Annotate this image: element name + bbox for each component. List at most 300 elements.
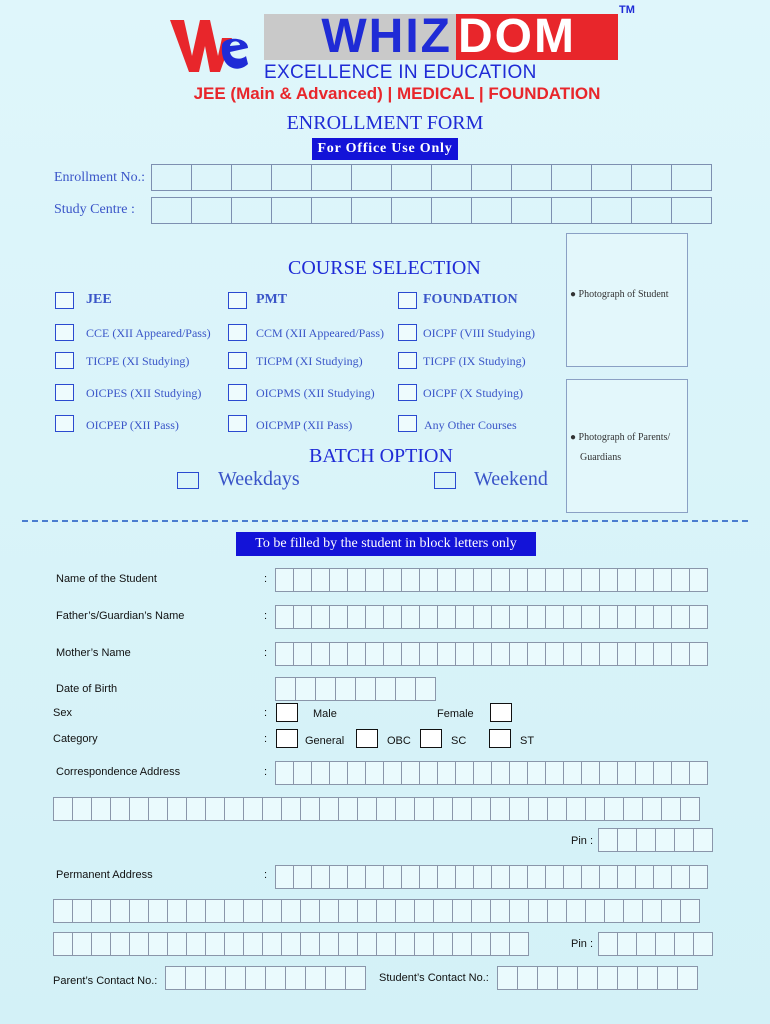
char-box[interactable]: [53, 932, 73, 956]
char-box[interactable]: [471, 164, 512, 191]
char-box[interactable]: [631, 197, 672, 224]
char-box[interactable]: [311, 197, 352, 224]
char-box[interactable]: [566, 797, 586, 821]
char-box[interactable]: [383, 642, 402, 666]
char-box[interactable]: [347, 568, 366, 592]
char-box[interactable]: [437, 605, 456, 629]
char-box[interactable]: [329, 761, 348, 785]
char-box[interactable]: [455, 605, 474, 629]
char-box[interactable]: [623, 797, 643, 821]
char-box[interactable]: [689, 605, 708, 629]
char-box[interactable]: [547, 899, 567, 923]
char-box[interactable]: [671, 605, 690, 629]
char-box[interactable]: [527, 568, 546, 592]
char-box[interactable]: [617, 966, 638, 990]
char-box[interactable]: [437, 568, 456, 592]
char-box[interactable]: [414, 797, 434, 821]
char-box[interactable]: [205, 966, 226, 990]
char-box[interactable]: [537, 966, 558, 990]
char-box[interactable]: [655, 932, 675, 956]
oicpms-checkbox[interactable]: [228, 384, 247, 401]
char-box[interactable]: [581, 605, 600, 629]
char-box[interactable]: [473, 761, 492, 785]
char-box[interactable]: [205, 932, 225, 956]
char-box[interactable]: [585, 899, 605, 923]
char-box[interactable]: [375, 677, 396, 701]
char-box[interactable]: [547, 797, 567, 821]
char-box[interactable]: [511, 197, 552, 224]
char-box[interactable]: [401, 568, 420, 592]
char-box[interactable]: [243, 899, 263, 923]
student-name-field[interactable]: [276, 568, 708, 592]
char-box[interactable]: [563, 865, 582, 889]
char-box[interactable]: [395, 932, 415, 956]
char-box[interactable]: [347, 865, 366, 889]
char-box[interactable]: [653, 865, 672, 889]
char-box[interactable]: [376, 797, 396, 821]
foundation-checkbox[interactable]: [398, 292, 417, 309]
char-box[interactable]: [186, 932, 206, 956]
char-box[interactable]: [265, 966, 286, 990]
char-box[interactable]: [293, 568, 312, 592]
char-box[interactable]: [300, 899, 320, 923]
char-box[interactable]: [338, 899, 358, 923]
char-box[interactable]: [491, 605, 510, 629]
char-box[interactable]: [300, 932, 320, 956]
char-box[interactable]: [599, 642, 618, 666]
char-box[interactable]: [545, 605, 564, 629]
oicpep-checkbox[interactable]: [55, 415, 74, 432]
char-box[interactable]: [509, 761, 528, 785]
char-box[interactable]: [433, 899, 453, 923]
char-box[interactable]: [433, 932, 453, 956]
char-box[interactable]: [347, 642, 366, 666]
student-contact-field[interactable]: [498, 966, 698, 990]
char-box[interactable]: [671, 568, 690, 592]
char-box[interactable]: [693, 932, 713, 956]
char-box[interactable]: [419, 865, 438, 889]
char-box[interactable]: [285, 966, 306, 990]
other-courses-checkbox[interactable]: [398, 415, 417, 432]
char-box[interactable]: [395, 797, 415, 821]
char-box[interactable]: [401, 605, 420, 629]
parent-contact-field[interactable]: [166, 966, 366, 990]
char-box[interactable]: [671, 164, 712, 191]
char-box[interactable]: [311, 642, 330, 666]
char-box[interactable]: [365, 568, 384, 592]
char-box[interactable]: [53, 899, 73, 923]
char-box[interactable]: [617, 568, 636, 592]
char-box[interactable]: [376, 932, 396, 956]
st-checkbox[interactable]: [489, 729, 511, 748]
char-box[interactable]: [185, 966, 206, 990]
char-box[interactable]: [110, 899, 130, 923]
father-name-field[interactable]: [276, 605, 708, 629]
char-box[interactable]: [401, 761, 420, 785]
char-box[interactable]: [509, 932, 529, 956]
char-box[interactable]: [471, 899, 491, 923]
char-box[interactable]: [345, 966, 366, 990]
char-box[interactable]: [671, 761, 690, 785]
char-box[interactable]: [680, 797, 700, 821]
char-box[interactable]: [335, 677, 356, 701]
char-box[interactable]: [623, 899, 643, 923]
char-box[interactable]: [581, 642, 600, 666]
sc-checkbox[interactable]: [420, 729, 442, 748]
weekend-checkbox[interactable]: [434, 472, 456, 489]
char-box[interactable]: [414, 932, 434, 956]
char-box[interactable]: [311, 568, 330, 592]
char-box[interactable]: [637, 966, 658, 990]
char-box[interactable]: [338, 797, 358, 821]
char-box[interactable]: [383, 865, 402, 889]
char-box[interactable]: [53, 797, 73, 821]
char-box[interactable]: [186, 899, 206, 923]
obc-checkbox[interactable]: [356, 729, 378, 748]
char-box[interactable]: [315, 677, 336, 701]
char-box[interactable]: [275, 642, 294, 666]
char-box[interactable]: [391, 197, 432, 224]
char-box[interactable]: [566, 899, 586, 923]
char-box[interactable]: [167, 932, 187, 956]
char-box[interactable]: [689, 865, 708, 889]
char-box[interactable]: [262, 797, 282, 821]
char-box[interactable]: [293, 642, 312, 666]
char-box[interactable]: [655, 828, 675, 852]
char-box[interactable]: [671, 642, 690, 666]
char-box[interactable]: [545, 568, 564, 592]
correspondence-address-line1[interactable]: [276, 761, 708, 785]
char-box[interactable]: [577, 966, 598, 990]
female-checkbox[interactable]: [490, 703, 512, 722]
char-box[interactable]: [319, 899, 339, 923]
dob-field[interactable]: [276, 677, 436, 701]
char-box[interactable]: [617, 642, 636, 666]
char-box[interactable]: [295, 677, 316, 701]
char-box[interactable]: [617, 932, 637, 956]
char-box[interactable]: [311, 605, 330, 629]
char-box[interactable]: [689, 642, 708, 666]
char-box[interactable]: [231, 164, 272, 191]
char-box[interactable]: [473, 642, 492, 666]
weekdays-checkbox[interactable]: [177, 472, 199, 489]
char-box[interactable]: [383, 761, 402, 785]
char-box[interactable]: [597, 966, 618, 990]
char-box[interactable]: [300, 797, 320, 821]
char-box[interactable]: [151, 164, 192, 191]
char-box[interactable]: [527, 605, 546, 629]
pmt-checkbox[interactable]: [228, 292, 247, 309]
char-box[interactable]: [365, 605, 384, 629]
char-box[interactable]: [551, 164, 592, 191]
char-box[interactable]: [433, 797, 453, 821]
char-box[interactable]: [563, 568, 582, 592]
char-box[interactable]: [581, 761, 600, 785]
char-box[interactable]: [617, 865, 636, 889]
char-box[interactable]: [491, 761, 510, 785]
char-box[interactable]: [509, 568, 528, 592]
char-box[interactable]: [653, 605, 672, 629]
char-box[interactable]: [205, 899, 225, 923]
cce-checkbox[interactable]: [55, 324, 74, 341]
char-box[interactable]: [657, 966, 678, 990]
char-box[interactable]: [471, 197, 512, 224]
parent-photo-box[interactable]: [566, 379, 688, 513]
char-box[interactable]: [376, 899, 396, 923]
jee-checkbox[interactable]: [55, 292, 74, 309]
char-box[interactable]: [511, 164, 552, 191]
char-box[interactable]: [527, 642, 546, 666]
char-box[interactable]: [455, 761, 474, 785]
ticpm-checkbox[interactable]: [228, 352, 247, 369]
char-box[interactable]: [642, 797, 662, 821]
char-box[interactable]: [437, 642, 456, 666]
char-box[interactable]: [599, 568, 618, 592]
student-photo-box[interactable]: [566, 233, 688, 367]
char-box[interactable]: [383, 568, 402, 592]
char-box[interactable]: [490, 797, 510, 821]
char-box[interactable]: [635, 761, 654, 785]
char-box[interactable]: [319, 932, 339, 956]
char-box[interactable]: [674, 828, 694, 852]
char-box[interactable]: [329, 865, 348, 889]
char-box[interactable]: [191, 197, 232, 224]
char-box[interactable]: [262, 932, 282, 956]
char-box[interactable]: [674, 932, 694, 956]
char-box[interactable]: [357, 797, 377, 821]
char-box[interactable]: [491, 568, 510, 592]
char-box[interactable]: [293, 605, 312, 629]
char-box[interactable]: [347, 605, 366, 629]
char-box[interactable]: [653, 568, 672, 592]
char-box[interactable]: [395, 677, 416, 701]
char-box[interactable]: [165, 966, 186, 990]
char-box[interactable]: [617, 828, 637, 852]
char-box[interactable]: [581, 568, 600, 592]
char-box[interactable]: [293, 761, 312, 785]
char-box[interactable]: [281, 932, 301, 956]
oicpes-checkbox[interactable]: [55, 384, 74, 401]
ticpf-checkbox[interactable]: [398, 352, 417, 369]
char-box[interactable]: [563, 605, 582, 629]
char-box[interactable]: [431, 197, 472, 224]
char-box[interactable]: [275, 568, 294, 592]
char-box[interactable]: [545, 642, 564, 666]
male-checkbox[interactable]: [276, 703, 298, 722]
char-box[interactable]: [661, 797, 681, 821]
char-box[interactable]: [635, 568, 654, 592]
char-box[interactable]: [473, 605, 492, 629]
char-box[interactable]: [642, 899, 662, 923]
char-box[interactable]: [245, 966, 266, 990]
char-box[interactable]: [419, 761, 438, 785]
permanent-address-line3[interactable]: [54, 932, 529, 956]
char-box[interactable]: [452, 797, 472, 821]
char-box[interactable]: [419, 568, 438, 592]
char-box[interactable]: [653, 642, 672, 666]
char-box[interactable]: [91, 899, 111, 923]
char-box[interactable]: [148, 899, 168, 923]
char-box[interactable]: [401, 865, 420, 889]
char-box[interactable]: [591, 164, 632, 191]
char-box[interactable]: [604, 899, 624, 923]
permanent-pin-field[interactable]: [599, 932, 713, 956]
char-box[interactable]: [281, 899, 301, 923]
char-box[interactable]: [509, 797, 529, 821]
enrollment-number-field[interactable]: [152, 164, 712, 191]
char-box[interactable]: [72, 899, 92, 923]
char-box[interactable]: [452, 899, 472, 923]
char-box[interactable]: [455, 642, 474, 666]
char-box[interactable]: [347, 761, 366, 785]
char-box[interactable]: [365, 761, 384, 785]
char-box[interactable]: [275, 605, 294, 629]
char-box[interactable]: [401, 642, 420, 666]
char-box[interactable]: [355, 677, 376, 701]
char-box[interactable]: [365, 642, 384, 666]
char-box[interactable]: [598, 828, 618, 852]
char-box[interactable]: [599, 865, 618, 889]
char-box[interactable]: [151, 197, 192, 224]
char-box[interactable]: [329, 568, 348, 592]
char-box[interactable]: [437, 865, 456, 889]
char-box[interactable]: [471, 932, 491, 956]
char-box[interactable]: [452, 932, 472, 956]
char-box[interactable]: [186, 797, 206, 821]
char-box[interactable]: [680, 899, 700, 923]
char-box[interactable]: [167, 899, 187, 923]
char-box[interactable]: [528, 899, 548, 923]
char-box[interactable]: [455, 865, 474, 889]
char-box[interactable]: [437, 761, 456, 785]
char-box[interactable]: [357, 899, 377, 923]
char-box[interactable]: [351, 197, 392, 224]
char-box[interactable]: [243, 932, 263, 956]
char-box[interactable]: [224, 899, 244, 923]
general-checkbox[interactable]: [276, 729, 298, 748]
study-centre-field[interactable]: [152, 197, 712, 224]
char-box[interactable]: [635, 865, 654, 889]
char-box[interactable]: [545, 761, 564, 785]
char-box[interactable]: [191, 164, 232, 191]
char-box[interactable]: [671, 197, 712, 224]
char-box[interactable]: [293, 865, 312, 889]
char-box[interactable]: [563, 761, 582, 785]
char-box[interactable]: [527, 865, 546, 889]
char-box[interactable]: [305, 966, 326, 990]
char-box[interactable]: [311, 761, 330, 785]
char-box[interactable]: [551, 197, 592, 224]
char-box[interactable]: [677, 966, 698, 990]
char-box[interactable]: [110, 797, 130, 821]
char-box[interactable]: [599, 605, 618, 629]
char-box[interactable]: [91, 932, 111, 956]
char-box[interactable]: [351, 164, 392, 191]
char-box[interactable]: [490, 899, 510, 923]
char-box[interactable]: [631, 164, 672, 191]
char-box[interactable]: [271, 197, 312, 224]
char-box[interactable]: [581, 865, 600, 889]
char-box[interactable]: [517, 966, 538, 990]
oicpf-viii-checkbox[interactable]: [398, 324, 417, 341]
ccm-checkbox[interactable]: [228, 324, 247, 341]
mother-name-field[interactable]: [276, 642, 708, 666]
char-box[interactable]: [604, 797, 624, 821]
char-box[interactable]: [509, 605, 528, 629]
char-box[interactable]: [243, 797, 263, 821]
char-box[interactable]: [617, 605, 636, 629]
char-box[interactable]: [224, 797, 244, 821]
char-box[interactable]: [383, 605, 402, 629]
char-box[interactable]: [319, 797, 339, 821]
char-box[interactable]: [455, 568, 474, 592]
char-box[interactable]: [671, 865, 690, 889]
char-box[interactable]: [491, 642, 510, 666]
char-box[interactable]: [357, 932, 377, 956]
char-box[interactable]: [599, 761, 618, 785]
char-box[interactable]: [636, 932, 656, 956]
correspondence-pin-field[interactable]: [599, 828, 713, 852]
char-box[interactable]: [473, 865, 492, 889]
char-box[interactable]: [129, 797, 149, 821]
char-box[interactable]: [129, 899, 149, 923]
char-box[interactable]: [110, 932, 130, 956]
char-box[interactable]: [338, 932, 358, 956]
char-box[interactable]: [275, 865, 294, 889]
char-box[interactable]: [635, 605, 654, 629]
char-box[interactable]: [365, 865, 384, 889]
char-box[interactable]: [689, 761, 708, 785]
char-box[interactable]: [231, 197, 272, 224]
char-box[interactable]: [509, 865, 528, 889]
char-box[interactable]: [311, 865, 330, 889]
ticpe-checkbox[interactable]: [55, 352, 74, 369]
char-box[interactable]: [617, 761, 636, 785]
char-box[interactable]: [205, 797, 225, 821]
char-box[interactable]: [473, 568, 492, 592]
char-box[interactable]: [497, 966, 518, 990]
char-box[interactable]: [591, 197, 632, 224]
char-box[interactable]: [281, 797, 301, 821]
char-box[interactable]: [325, 966, 346, 990]
char-box[interactable]: [689, 568, 708, 592]
char-box[interactable]: [557, 966, 578, 990]
char-box[interactable]: [419, 605, 438, 629]
char-box[interactable]: [414, 899, 434, 923]
correspondence-address-line2[interactable]: [54, 797, 700, 821]
char-box[interactable]: [509, 899, 529, 923]
char-box[interactable]: [528, 797, 548, 821]
char-box[interactable]: [527, 761, 546, 785]
char-box[interactable]: [72, 932, 92, 956]
char-box[interactable]: [395, 899, 415, 923]
char-box[interactable]: [635, 642, 654, 666]
char-box[interactable]: [509, 642, 528, 666]
char-box[interactable]: [329, 642, 348, 666]
char-box[interactable]: [275, 677, 296, 701]
char-box[interactable]: [491, 865, 510, 889]
char-box[interactable]: [563, 642, 582, 666]
char-box[interactable]: [636, 828, 656, 852]
char-box[interactable]: [545, 865, 564, 889]
char-box[interactable]: [391, 164, 432, 191]
char-box[interactable]: [262, 899, 282, 923]
char-box[interactable]: [275, 761, 294, 785]
char-box[interactable]: [91, 797, 111, 821]
permanent-address-line1[interactable]: [276, 865, 708, 889]
char-box[interactable]: [329, 605, 348, 629]
char-box[interactable]: [661, 899, 681, 923]
